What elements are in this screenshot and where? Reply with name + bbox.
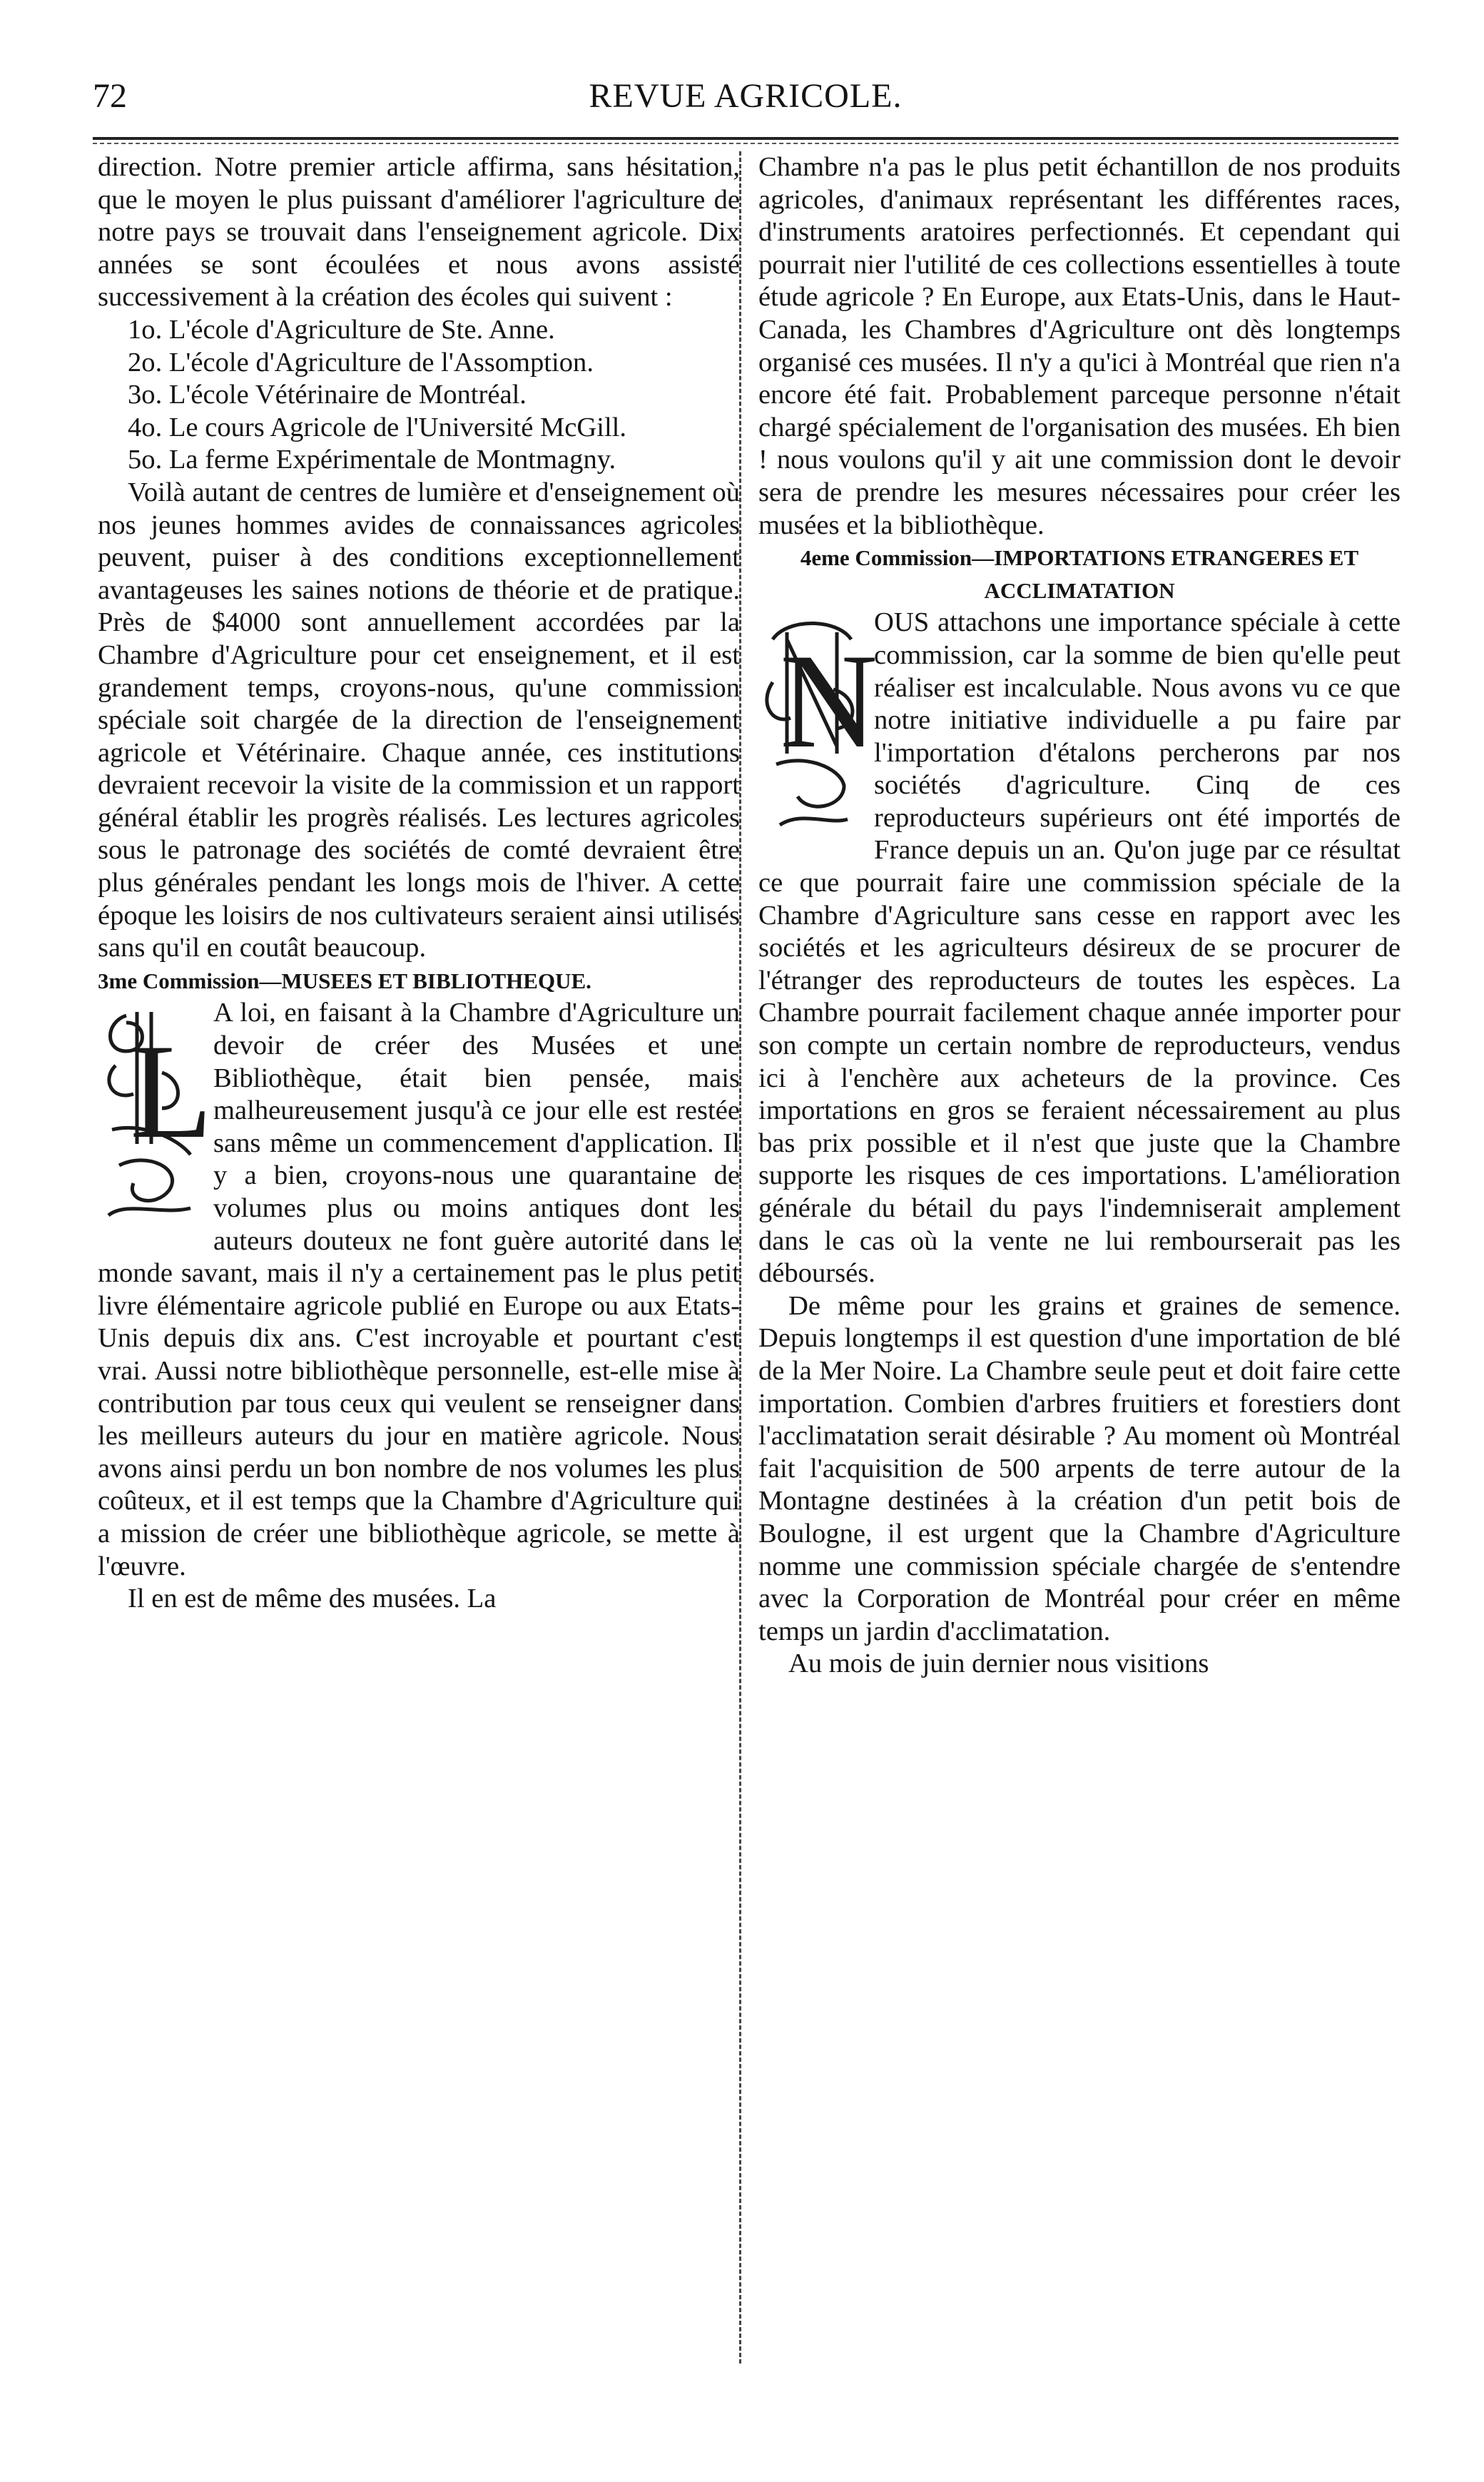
paragraph-grains: De même pour les grains et graines de semence. Depuis longtemps il est question d'une importation de blé de la Mer Noire. La Chambre seule peut et doit faire cette importation. Combien d'arbres fruitiers et forestiers dont l'acclimatation serait désirable ? Au moment où Montréal fait l'acquisition de 500 arpents de terre autour de la Montagne destinées à la création d'un petit bois de Boulogne, il est urgent que la Chambre d'Agriculture nomme une commission spéciale chargée de s'entendre avec la Corporation de Montréal pour créer en même temps un jardin d'acclimatation.	[758, 1290, 1401, 1646]
school-list-item: 2o. L'école d'Agriculture de l'Assomption.	[128, 347, 594, 378]
svg-text:N: N	[780, 627, 878, 777]
ornamental-initial-icon	[758, 611, 878, 836]
paragraph-centres: Voilà autant de centres de lumière et d'enseignement où nos jeunes hommes avides de connaissances agricoles peuvent, puiser à des conditions exceptionnellement avantageuses les saines notions de théorie et de pratique. Près de $4000 sont annuellement accordées par la Chambre d'Agriculture pour cet enseignement, et il est grandement temps, croyons-nous, qu'une commission spéciale soit chargée de la direction de l'enseignement agricole et Vétérinaire. Chaque année, ces institutions devraient recevoir la visite de la commission et un rapport général établir les progrès réalisés. Les lectures agricoles sous le patronage des sociétés de comté devraient être plus générales pendant les longs mois de l'hiver. A cette époque les loisirs de nos cultivateurs seraient ainsi utilisés sans qu'il en coutât beaucoup.	[98, 477, 740, 963]
school-list-item: 1o. L'école d'Agriculture de Ste. Anne.	[128, 314, 555, 345]
section-heading-3: 3me Commission—MUSEES ET BIBLIOTHEQUE.	[98, 968, 591, 993]
paragraph-musees-start: Il en est de même des musées. La	[128, 1584, 497, 1614]
page-number: 72	[93, 77, 127, 115]
left-column	[98, 151, 740, 2428]
paragraph-juin: Au mois de juin dernier nous visitions	[788, 1648, 1209, 1679]
ornamental-initial-icon	[98, 1001, 213, 1227]
paragraph-chambre: Chambre n'a pas le plus petit échantillon de nos produits agricoles, d'animaux représentant les différentes races, d'instruments aratoires perfectionnés. Et cependant qui pourrait nier l'utilité de ces collections essentielles à toute étude agricole ? En Europe, aux Etats-Unis, dans le Haut-Canada, les Chambres d'Agriculture ont dès longtemps organisé ces musées. Il n'y a qu'ici à Montréal que rien n'a encore été fait. Probablement parceque personne n'était chargé spécialement de l'organisation des musées. Eh bien ! nous voulons qu'il y ait une commission dont le devoir sera de prendre les mesures nécessaires pour créer les musées et la bibliothèque.	[758, 152, 1401, 540]
school-list-item: 3o. L'école Vétérinaire de Montréal.	[128, 380, 527, 410]
paragraph-continued: direction. Notre premier article affirma, sans hésitation, que le moyen le plus puissant d'améliorer l'agriculture de notre pays se trouvait dans l'enseignement agricole. Dix années se sont écoulées et nous avons assisté successivement à la création des écoles qui suivent :	[98, 152, 740, 313]
header-rule-dashed	[93, 143, 1398, 144]
section-4-text: OUS attachons une importance spéciale à cette commission, car la somme de bien qu'elle peut réaliser est incalculable. Nous avons vu ce que notre initiative individuelle a pu faire par l'importation d'étalons percherons par nos sociétés d'agriculture. Cinq de ces reproducteurs supérieurs ont été importés de France depuis un an. Qu'on juge par ce résultat ce que pourrait faire une commission spéciale de la Chambre d'Agriculture sans cesse en rapport avec les sociétés et les agriculteurs désireux de se procurer de l'étranger des reproducteurs de toutes les espèces. La Chambre pourrait facilement chaque année importer pour son compte un certain nombre de reproducteurs, vendus ici à l'enchère aux acheteurs de la province. Ces importations en gros se feraient nécessairement au plus bas prix possible et il n'est que juste que la Chambre supporte les risques de ces importations. L'amélioration générale du bétail du pays l'indemniserait amplement dans le cas où la vente ne lui rembourserait pas les déboursés.	[758, 607, 1401, 1289]
right-column	[758, 151, 1401, 2428]
header-rule	[93, 137, 1398, 140]
ornamental-initial-N	[758, 611, 878, 836]
section-4-body	[758, 607, 1401, 1290]
svg-text:L: L	[130, 1017, 213, 1167]
school-list-item: 5o. La ferme Expérimentale de Montmagny.	[128, 445, 616, 475]
running-title: REVUE AGRICOLE.	[589, 77, 903, 115]
ornamental-initial-L	[98, 1001, 213, 1227]
page-header	[93, 71, 1398, 121]
section-heading-4: 4eme Commission—IMPORTATIONS ETRANGERES ET ACCLIMATATION	[800, 545, 1359, 603]
section-3-body	[98, 997, 740, 1583]
section-3-text: A loi, en faisant à la Chambre d'Agriculture un devoir de créer des Musées et une Bibliothèque, était bien pensée, mais malheureusement jusqu'à ce jour elle est restée sans même un commencement d'application. Il y a bien, croyons-nous une quarantaine de volumes plus ou moins antiques dont les auteurs douteux ne font guère autorité dans le monde savant, mais il n'y a certainement pas le plus petit livre élémentaire agricole publié en Europe ou aux Etats-Unis depuis dix ans. C'est incroyable et pourtant c'est vrai. Aussi notre bibliothèque personnelle, est-elle mise à contribution par tous ceux qui veulent se renseigner dans les meilleurs auteurs du jour en matière agricole. Nous avons ainsi perdu un bon nombre de nos volumes les plus coûteux, et il est temps que la Chambre d'Agriculture qui a mission de créer une bibliothèque agricole, se mette à l'œuvre.	[98, 998, 740, 1581]
school-list-item: 4o. Le cours Agricole de l'Université McGill.	[128, 412, 627, 442]
